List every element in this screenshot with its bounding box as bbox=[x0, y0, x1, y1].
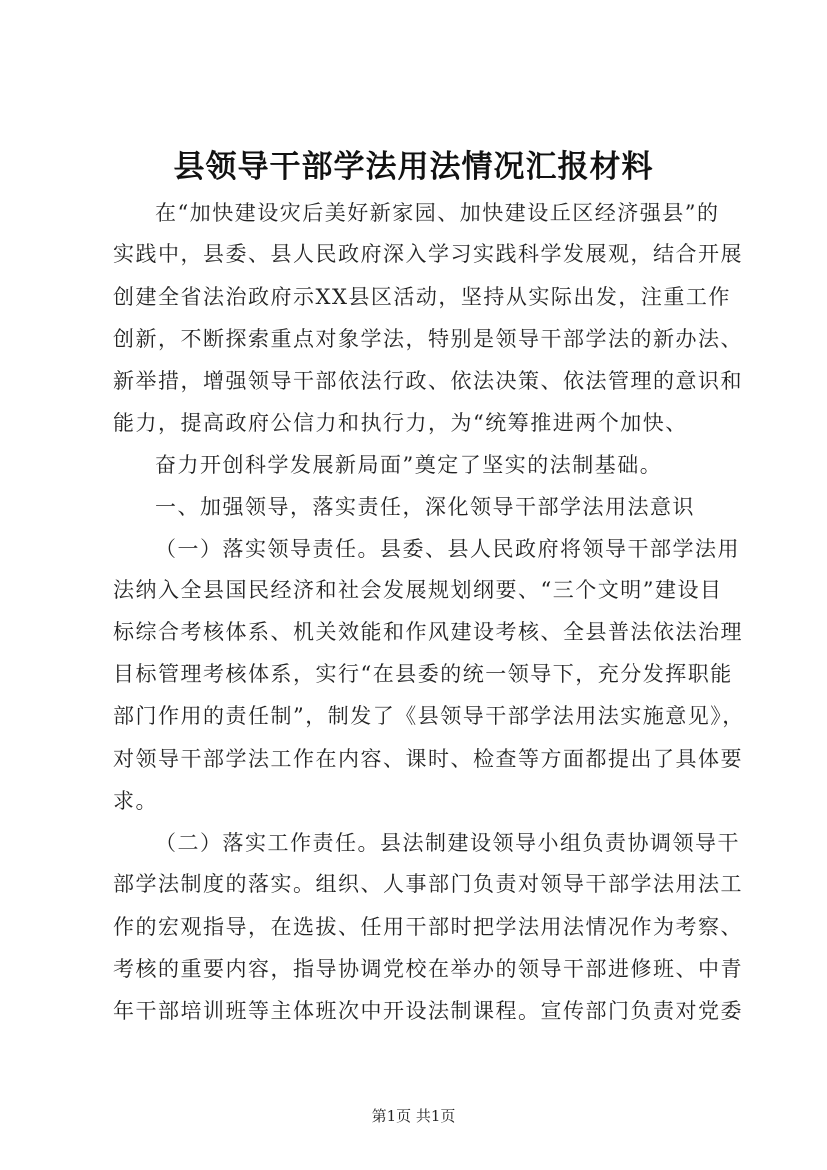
paragraph-line: 求。 bbox=[113, 789, 158, 813]
paragraph-line: 新举措，增强领导干部依法行政、依法决策、依法管理的意识和 bbox=[113, 369, 743, 393]
paragraph-line: 部门作用的责任制”，制发了《县领导干部学法用法实施意见》， bbox=[113, 704, 745, 728]
paragraph-line: （二）落实工作责任。县法制建设领导小组负责协调领导干 bbox=[155, 831, 740, 855]
paragraph-line: （一）落实领导责任。县委、县人民政府将领导干部学法用 bbox=[155, 537, 740, 561]
paragraph-line: 目标管理考核体系，实行“在县委的统一领导下，充分发挥职能 bbox=[113, 662, 733, 686]
paragraph-line: 创新，不断探索重点对象学法，特别是领导干部学法的新办法、 bbox=[113, 327, 743, 351]
paragraph-line: 考核的重要内容，指导协调党校在举办的领导干部进修班、中青 bbox=[113, 957, 743, 981]
paragraph-line: 作的宏观指导，在选拔、任用干部时把学法用法情况作为考察、 bbox=[113, 915, 743, 939]
paragraph-line: 法纳入全县国民经济和社会发展规划纲要、“三个文明”建设目 bbox=[113, 578, 723, 602]
page-footer: 第1页 共1页 bbox=[371, 1107, 456, 1125]
paragraph-line: 实践中，县委、县人民政府深入学习实践科学发展观，结合开展 bbox=[113, 242, 743, 266]
paragraph-line: 奋力开创科学发展新局面”奠定了坚实的法制基础。 bbox=[155, 453, 663, 477]
paragraph-line: 在“加快建设灾后美好新家园、加快建设丘区经济强县”的 bbox=[155, 201, 720, 225]
paragraph-line: 标综合考核体系、机关效能和作风建设考核、全县普法依法治理 bbox=[113, 620, 743, 644]
paragraph-line: 对领导干部学法工作在内容、课时、检查等方面都提出了具体要 bbox=[113, 747, 743, 771]
paragraph-line: 年干部培训班等主体班次中开设法制课程。宣传部门负责对党委 bbox=[113, 999, 743, 1023]
document-title: 县领导干部学法用法情况汇报材料 bbox=[173, 149, 654, 185]
paragraph-line: 部学法制度的落实。组织、人事部门负责对领导干部学法用法工 bbox=[113, 872, 743, 896]
section-heading: 一、加强领导，落实责任，深化领导干部学法用法意识 bbox=[155, 495, 695, 519]
paragraph-line: 能力，提高政府公信力和执行力，为“统筹推进两个加快、 bbox=[113, 411, 688, 435]
paragraph-line: 创建全省法治政府示XX县区活动，坚持从实际出发，注重工作 bbox=[113, 285, 731, 309]
